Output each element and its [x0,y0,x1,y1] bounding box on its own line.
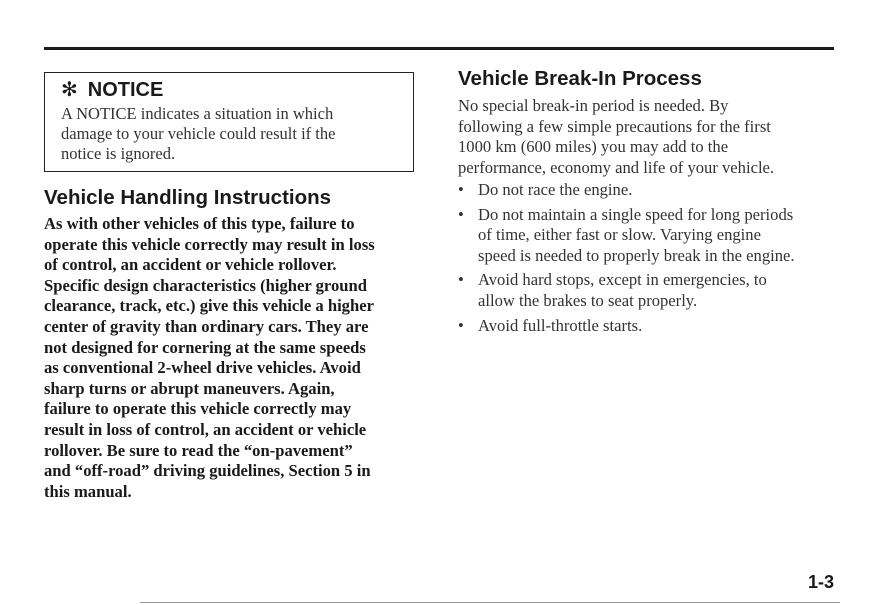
bullet-line: speed is needed to properly break in the engine. [478,245,795,265]
breakin-intro-line: 1000 km (600 miles) you may add to the [458,137,729,157]
handling-line: not designed for cornering at the same speeds [44,337,366,357]
bullet-icon: • [458,315,464,335]
breakin-intro-line: following a few simple precautions for the first [458,116,771,136]
bullet-item [458,270,838,311]
handling-line: and “off-road” driving guidelines, Section 5 in [44,461,371,481]
handling-line: result in loss of control, an accident or vehicle [44,419,367,439]
breakin-bullet-list [458,180,838,340]
bullet-line: Avoid full-throttle starts. [478,315,643,335]
notice-line: damage to your vehicle could result if the [61,124,336,143]
notice-line: A NOTICE indicates a situation in which [61,104,334,123]
bullet-icon: • [458,180,464,199]
handling-line: of control, an accident or vehicle rollover. [44,255,337,275]
bottom-rule [140,602,840,603]
handling-line: rollover. Be sure to read the “on-pavement” [44,440,353,460]
handling-line: center of gravity than ordinary cars. They are [44,316,369,336]
breakin-intro [458,96,838,178]
notice-box [44,72,414,172]
handling-line: As with other vehicles of this type, failure to [44,214,355,233]
bullet-line: Do not race the engine. [478,180,633,199]
bullet-line: of time, either fast or slow. Varying engine [478,225,761,245]
handling-line: operate this vehicle correctly may result in loss [44,234,375,254]
bullet-line: Do not maintain a single speed for long periods [478,204,794,224]
bullet-icon: • [458,270,464,290]
bullet-item [458,205,838,267]
handling-body [44,214,424,502]
top-rule [44,47,834,50]
breakin-intro-line: No special break-in period is needed. By [458,96,729,115]
handling-line: sharp turns or abrupt maneuvers. Again, [44,378,335,398]
notice-title [61,76,413,104]
notice-title-text: NOTICE [87,79,164,101]
bullet-item [458,316,838,337]
handling-line: clearance, track, etc.) give this vehicle a higher [44,296,374,316]
bullet-item [458,180,838,201]
bullet-line: allow the brakes to seat properly. [478,290,698,310]
handling-line: Specific design characteristics (higher ground [44,275,367,295]
handling-heading: Vehicle Handling Instructions [44,186,332,209]
asterisk-icon: ✻ [61,79,78,101]
breakin-heading: Vehicle Break-In Process [458,67,702,90]
breakin-intro-line: performance, economy and life of your vehicle. [458,157,775,177]
handling-line: as conventional 2-wheel drive vehicles. Avoid [44,358,361,378]
handling-line: this manual. [44,481,132,501]
bullet-line: Avoid hard stops, except in emergencies, to [478,270,767,290]
notice-line: notice is ignored. [61,144,176,163]
bullet-icon: • [458,204,464,224]
page-number: 1-3 [807,572,834,592]
notice-body [61,104,413,164]
handling-line: failure to operate this vehicle correctly may [44,399,352,419]
